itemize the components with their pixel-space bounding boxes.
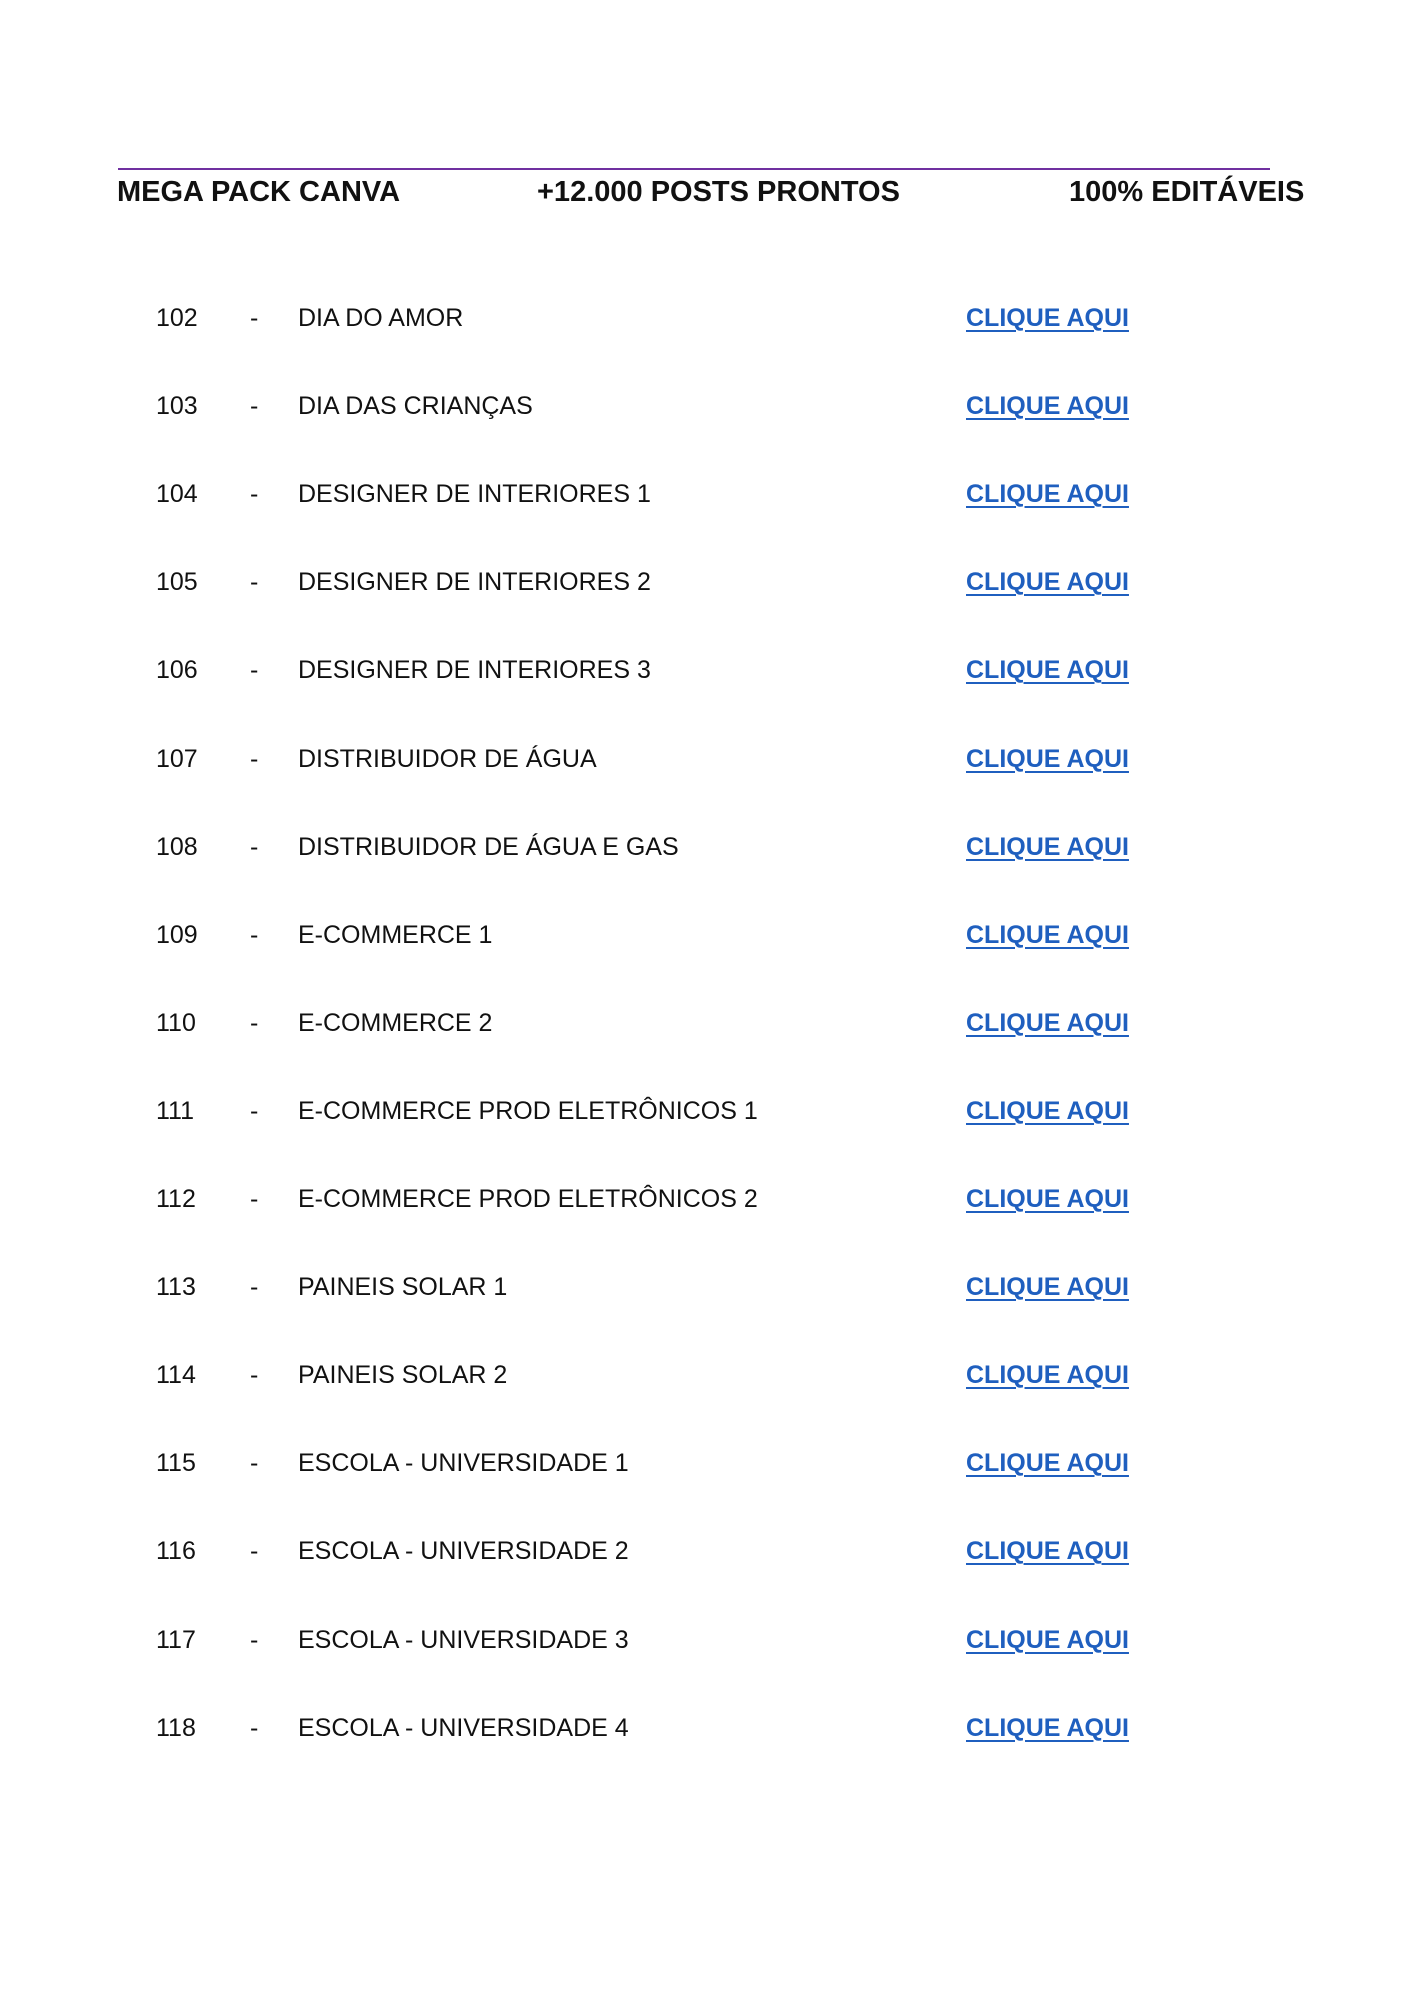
item-number: 118: [156, 1713, 196, 1742]
item-link[interactable]: CLIQUE AQUI: [966, 744, 1129, 773]
item-number: 103: [156, 392, 198, 421]
item-number: 117: [156, 1625, 196, 1654]
list-item: [0, 1091, 1414, 1131]
item-link[interactable]: CLIQUE AQUI: [966, 1008, 1129, 1037]
item-number: 104: [156, 480, 198, 509]
item-number: 108: [156, 832, 198, 861]
item-label: PAINEIS SOLAR 2: [298, 1361, 508, 1390]
item-separator: -: [250, 304, 259, 332]
item-label: ESCOLA - UNIVERSIDADE 2: [298, 1537, 629, 1566]
item-separator: -: [250, 1625, 259, 1654]
item-number: 111: [156, 1096, 195, 1125]
item-number: 114: [156, 1361, 196, 1390]
item-label: ESCOLA - UNIVERSIDADE 4: [298, 1713, 629, 1742]
list-item: [0, 1531, 1414, 1571]
item-link[interactable]: CLIQUE AQUI: [966, 568, 1129, 597]
item-number: 106: [156, 656, 198, 685]
item-label: DESIGNER DE INTERIORES 1: [298, 480, 651, 509]
item-separator: -: [250, 920, 259, 949]
item-label: DISTRIBUIDOR DE ÁGUA E GAS: [298, 832, 679, 861]
item-link[interactable]: CLIQUE AQUI: [966, 304, 1129, 332]
list-item: [0, 1267, 1414, 1307]
header-subtitle: +12.000 POSTS PRONTOS: [537, 176, 900, 208]
item-separator: -: [250, 1008, 259, 1037]
list-item: [0, 1355, 1414, 1395]
item-link[interactable]: CLIQUE AQUI: [966, 480, 1129, 509]
item-number: 116: [156, 1537, 196, 1566]
item-number: 105: [156, 568, 198, 597]
list-item: [0, 474, 1414, 514]
item-separator: -: [250, 1361, 259, 1390]
list-item: [0, 827, 1414, 867]
item-link[interactable]: CLIQUE AQUI: [966, 1185, 1129, 1213]
item-label: E-COMMERCE PROD ELETRÔNICOS 2: [298, 1185, 758, 1213]
item-link[interactable]: CLIQUE AQUI: [966, 1449, 1129, 1478]
list-item: [0, 298, 1414, 338]
item-separator: -: [250, 1185, 259, 1213]
item-label: ESCOLA - UNIVERSIDADE 1: [298, 1449, 629, 1478]
item-separator: -: [250, 568, 259, 597]
list-item: [0, 562, 1414, 602]
item-link[interactable]: CLIQUE AQUI: [966, 656, 1129, 685]
item-label: ESCOLA - UNIVERSIDADE 3: [298, 1625, 629, 1654]
list-item: [0, 1003, 1414, 1043]
item-label: PAINEIS SOLAR 1: [298, 1273, 508, 1302]
list-item: [0, 1443, 1414, 1483]
item-separator: -: [250, 1537, 259, 1566]
list-item: [0, 650, 1414, 690]
item-link[interactable]: CLIQUE AQUI: [966, 1713, 1129, 1742]
item-separator: -: [250, 1096, 259, 1125]
item-separator: -: [250, 1713, 259, 1742]
item-number: 107: [156, 744, 198, 773]
page-header: [0, 172, 1414, 216]
item-number: 110: [156, 1008, 196, 1037]
header-rule: [118, 168, 1270, 170]
item-separator: -: [250, 1449, 259, 1478]
list-item: [0, 915, 1414, 955]
item-label: DESIGNER DE INTERIORES 2: [298, 568, 651, 597]
item-label: DIA DAS CRIANÇAS: [298, 392, 533, 421]
item-number: 112: [156, 1185, 196, 1213]
item-link[interactable]: CLIQUE AQUI: [966, 1537, 1129, 1566]
item-label: E-COMMERCE 2: [298, 1008, 493, 1037]
item-link[interactable]: CLIQUE AQUI: [966, 1361, 1129, 1390]
item-separator: -: [250, 1273, 259, 1302]
item-link[interactable]: CLIQUE AQUI: [966, 392, 1129, 421]
item-separator: -: [250, 656, 259, 685]
item-label: E-COMMERCE 1: [298, 920, 493, 949]
item-label: E-COMMERCE PROD ELETRÔNICOS 1: [298, 1096, 758, 1125]
header-title: MEGA PACK CANVA: [117, 176, 401, 208]
item-number: 113: [156, 1273, 196, 1302]
list-item: [0, 739, 1414, 779]
item-link[interactable]: CLIQUE AQUI: [966, 1625, 1129, 1654]
item-link[interactable]: CLIQUE AQUI: [966, 1096, 1129, 1125]
header-tagline: 100% EDITÁVEIS: [1069, 176, 1305, 208]
item-separator: -: [250, 392, 259, 421]
item-link[interactable]: CLIQUE AQUI: [966, 1273, 1129, 1302]
item-label: DIA DO AMOR: [298, 304, 464, 332]
list-item: [0, 1179, 1414, 1219]
item-link[interactable]: CLIQUE AQUI: [966, 920, 1129, 949]
item-number: 115: [156, 1449, 196, 1478]
item-separator: -: [250, 480, 259, 509]
list-item: [0, 1620, 1414, 1660]
item-number: 109: [156, 920, 198, 949]
item-separator: -: [250, 744, 259, 773]
item-label: DESIGNER DE INTERIORES 3: [298, 656, 651, 685]
item-label: DISTRIBUIDOR DE ÁGUA: [298, 744, 597, 773]
item-separator: -: [250, 832, 259, 861]
item-link[interactable]: CLIQUE AQUI: [966, 832, 1129, 861]
item-number: 102: [156, 304, 198, 332]
list-item: [0, 1708, 1414, 1748]
list-item: [0, 386, 1414, 426]
